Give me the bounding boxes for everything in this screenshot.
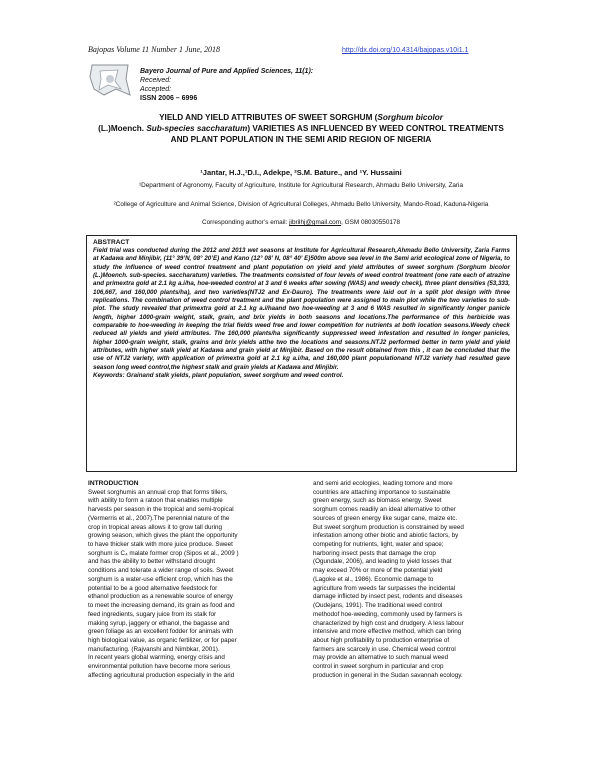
corresponding-email[interactable]: jibrilhj@gmail.com [289,219,342,226]
text-line: ethanol production as a renewable source of energy [88,593,233,601]
text-line: But sweet sorghum production is constrained by weed [313,523,464,531]
text-line: with ability to form a ratoon that enables multiple [88,497,223,505]
text-line: competing for nutrients, light, water and space; [313,541,444,549]
received-label: Received: [140,77,172,84]
text-line: conditions and tolerate a wider range of soils. Sweet [88,567,234,575]
text-line: sorghum is C₄ malate former crop (Sipos et al., 2009 ) [88,549,239,557]
corresponding-prefix: Corresponding author’s email: [201,219,290,226]
authors: ¹Jantar, H.J.,¹D.I., Adekpe, ²S.M. Bature., and ¹Y. Hussaini [200,168,402,177]
keywords: Keywords: Grainand stalk yields, plant population, sweet sorghum and weed control. [93,372,344,380]
text-line: environmental pollution have become more serious [88,663,231,671]
intro-right-lines [313,480,517,681]
abstract-body: Field trial was conducted during the 2012 and 2013 wet seasons at Institute for Agricultural Research,Ahmadu Bello University, Zaria Farms at Kadawa and Minjibir, (11° 39’N, 08° 20’E) and Kano (12° 08’ N, 08° 40’ E)500m above sea level in the Semi arid ecological zone of Nigeria, to study the influence of weed control treatment and plant population on yield and yield attributes of sweet sorghum (Sorghum bicolor (L.)Moench. sub-species. saccharatum) varieties. The treatments consisted of four levels of weed control treatment (one rate each of atrazine and primextra gold at 2.1 kg a.i/ha, hoe-weeded control at 3 and 6 weeks after sowing (WAS) and weedy check), three plant densities (53,333, 106,667, and 160,000 plants/ha), and two varieties(NTJ2 and Ex-Dauro). The treatments were laid out in a split plot design with three replications. The combination of weed control treatment and the plant population were assigned to main plot while the two varieties to sub-plot. The study revealed that primextra gold at 2.1 kg a.i/haand two hoe-weeding at 3 and 6 WAS resulted in significantly longer panicle length, higher 1000-grain weight, stalk, grain, and brix yields in both seasons and locations.The performance of this herbicide was comparable to hoe-weeding in keeping the trial fields weed free and lower competition for nutrients at both location seasons.Weedy check reduced all yields and yield attributes. The 160,000 plants/ha significantly suppressed weed infestation and resulted in longer panicles, higher 1000-grain weight, stalk, grains and brix yields atthe two the locations and seasons.NTJ2 performed better in term yield and yield attributes, with higher stalk yield at Kadawa and grain yield at Minjibir. Based on the result obtained from this , it can be concluded that the use of NTJ2 variety, with application of primextra gold at 2.1 kg a.i/ha, and 160,000 plant populationand NTJ2 variety had resulted gave season long weed control,the highest stalk and grain yields at Kadawa and Minjibir. [93,247,510,371]
text-line: (Oudejans, 1991). The traditional weed control [313,602,443,610]
journal-name: Bayero Journal of Pure and Applied Sciences, 11(1): [140,68,314,75]
intro-right-column [313,480,517,681]
text-line: harvests per season in the tropical and semi-tropical [88,506,234,514]
text-line: production in general in the Sudan savannah ecology. [313,671,463,679]
text-line: infestation among other biotic and abiotic factors, by [313,532,459,540]
text-line: and semi arid ecologies, leading tomore and more [313,480,453,487]
text-line: Sweet sorghumis an annual crop that forms tillers, [88,488,228,496]
text-line: countries are attaching importance to sustainable [313,488,451,496]
text-line: methodof hoe-weeding, commonly used by farmers is [313,610,463,618]
accepted-label: Accepted: [140,86,172,93]
text-line: feed ingredients, sugary juice from its stalk for [88,610,217,618]
text-line: making syrup, jaggery or ethanol, the bagasse and [88,619,230,627]
issn: ISSN 2006 – 6996 [140,95,198,102]
text-line: In recent years global warming, energy crisis and [88,654,225,662]
text-line: may provide an alternative to such manual weed [313,654,449,662]
text-line: green foliage as an excellent fodder for animals with [88,628,234,636]
corresponding-phone: , GSM 08030550178 [341,219,401,226]
text-line: (Vermerris et al., 2007).The perennial nature of the [88,514,230,522]
text-line: intensive and more effective method, which can bring [313,628,462,636]
text-line: damage inflicted by insect pest, rodents and diseases [313,593,463,601]
intro-left-lines [88,489,292,681]
running-head: Bajopas Volume 11 Number 1 June, 2018 [88,45,221,54]
title-part-1: YIELD AND YIELD ATTRIBUTES OF SWEET SORGHUM ( [159,113,378,122]
text-line: about high profitability to production enterprise of [313,636,450,644]
affiliation-2: ²College of Agriculture and Animal Science, Division of Agricultural Colleges, Ahmadu Bello University, Mando-Road, Kaduna-Nigeria [113,201,489,208]
abstract-box [86,235,517,472]
text-line: high biological value, as organic fertilizer, or for paper [88,636,237,644]
affiliation-1: ¹Department of Agronomy, Faculty of Agriculture, Institute for Agricultural Research, Ahmadu Bello University, Zaria [138,182,464,189]
abstract-heading: ABSTRACT [93,239,130,246]
text-line: (Lagoke et al., 1986). Economic damage to [313,575,434,583]
title-subspecies: Sub-species saccharatum [146,124,248,133]
text-line: (Ogundale, 2006), and leading to yield losses that [313,558,452,566]
title-part-2: (L.)Moench. [98,124,145,133]
text-line: and has the ability to better withstand drought [88,558,216,566]
intro-left-column [88,480,292,681]
text-line: harboring insect pests that damage the crop [313,549,436,557]
text-line: characterized by high cost and drudgery. A less labour [313,619,464,627]
text-line: to meet the increasing demand, its grain as food and [88,602,235,610]
journal-seal-icon [88,61,132,99]
title-part-3: ) VARIETIES AS INFLUENCED BY WEED CONTROL TREATMENTS AND PLANT POPULATION IN THE SEMI ARID REGION OF NIGERIA [170,124,504,144]
paper-title [90,112,512,145]
journal-info [140,67,313,103]
text-line: may exceed 70% or more of the potential yield [313,567,443,575]
text-line: manufacturing. (Rajvanshi and Nimbkar, 2001). [88,645,220,653]
text-line: to have thicker stalk with more juice produce. Sweet [88,541,233,549]
text-line: agriculture from weeds far surpasses the incidental [313,584,456,592]
doi-link[interactable]: http://dx.doi.org/10.4314/bajopas.v10i1.1 [342,47,469,54]
text-line: sorghum is a water-use efficient crop, which has the [88,575,233,583]
corresponding-author [90,219,512,226]
text-line: sorghum comes readily an ideal alternative to other [313,506,456,514]
text-line: farmers are scarcely in use. Chemical weed control [313,645,456,653]
text-line: affecting agricultural production especially in the arid [88,671,235,679]
text-line: crop in tropical areas allows it to grow tall during [88,523,223,531]
text-line: growing season, which gives the plant the opportunity [88,532,238,540]
introduction-heading: INTRODUCTION [88,480,139,487]
title-species: Sorghum bicolor [377,113,443,122]
text-line: sources of green energy like sugar cane, maize etc. [313,514,458,522]
text-line: potential to be a good alternative feedstock for [88,584,218,592]
text-line: green energy, such as biomass energy. Sweet [313,497,442,505]
text-line: control in sweet sorghum in particular and crop [313,663,444,671]
